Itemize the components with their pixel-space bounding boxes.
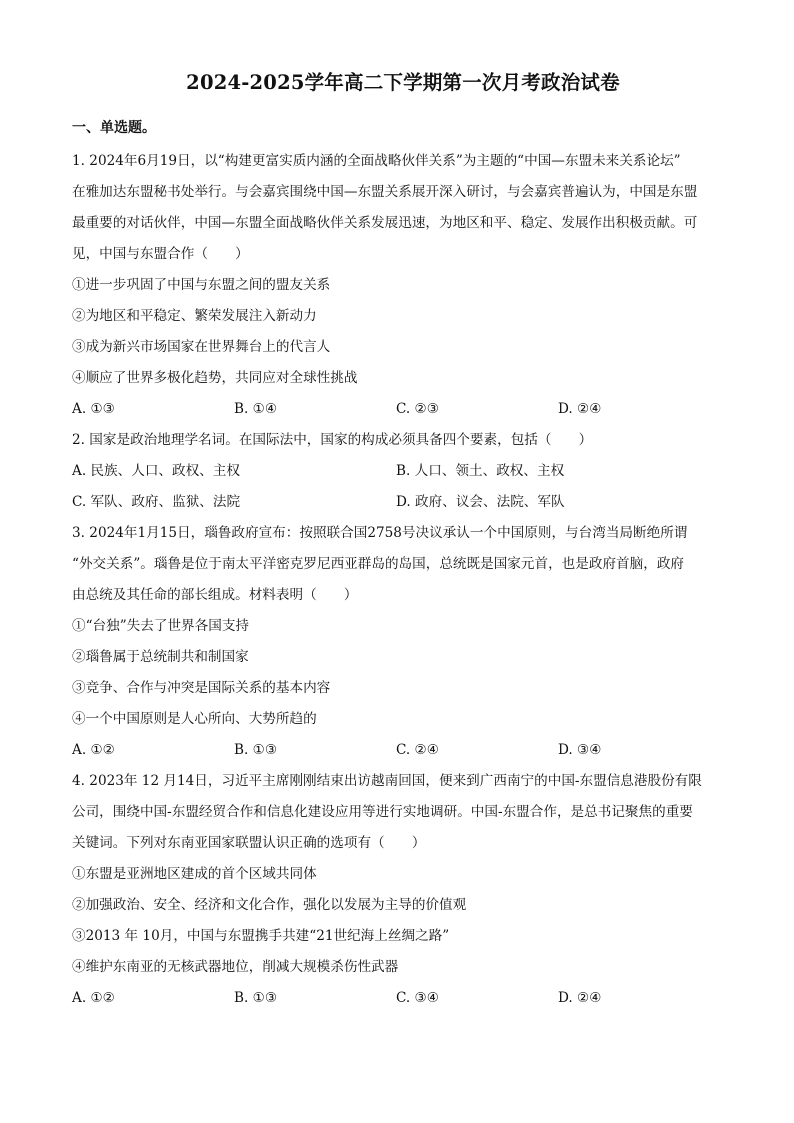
choice-b[interactable]: B. 人口、领土、政权、主权: [396, 463, 565, 479]
question-stem-line: 由总统及其任命的部长组成。材料表明（ ）: [72, 587, 358, 603]
choice-a[interactable]: A. 民族、人口、政权、主权: [72, 463, 240, 479]
answer-choices: [72, 456, 734, 518]
choice-d[interactable]: D. 政府、议会、法院、军队: [396, 494, 565, 510]
question-stem-line: 1. 2024年6月19日，以“构建更富实质内涵的全面战略伙伴关系”为主题的“中国—东盟未来关系论坛”: [72, 153, 681, 169]
choice-d[interactable]: D. ③④: [558, 742, 602, 758]
question-stem-line: 公司，围绕中国-东盟经贸合作和信息化建设应用等进行实地调研。中国-东盟合作，是总书记聚焦的重要: [72, 804, 693, 820]
statement-3: ③竞争、合作与冲突是国际关系的基本内容: [72, 680, 331, 696]
question-stem-line: 在雅加达东盟秘书处举行。与会嘉宾围绕中国—东盟关系展开深入研讨，与会嘉宾普遍认为，中国是东盟: [72, 184, 698, 200]
choice-a[interactable]: A. ①②: [72, 742, 115, 758]
statement-1: ①“台独”失去了世界各国支持: [72, 618, 250, 634]
question-2: [72, 425, 734, 518]
statement-1: ①东盟是亚洲地区建成的首个区域共同体: [72, 866, 317, 882]
answer-choices: [72, 983, 734, 1014]
question-1: [72, 146, 734, 425]
answer-choices: [72, 394, 734, 425]
choice-b[interactable]: B. ①③: [234, 742, 278, 758]
statement-2: ②加强政治、安全、经济和文化合作，强化以发展为主导的价值观: [72, 897, 467, 913]
question-stem-line: 3. 2024年1月15日，瑙鲁政府宣布：按照联合国2758号决议承认一个中国原则，与台湾当局断绝所谓: [72, 525, 688, 541]
question-3: [72, 518, 734, 766]
choice-c[interactable]: C. 军队、政府、监狱、法院: [72, 494, 241, 510]
choice-c[interactable]: C. ③④: [396, 990, 439, 1006]
statement-3: ③2013 年 10月，中国与东盟携手共建“21世纪海上丝绸之路”: [72, 928, 450, 944]
statement-2: ②为地区和平稳定、繁荣发展注入新动力: [72, 308, 317, 324]
choice-c[interactable]: C. ②③: [396, 401, 439, 417]
choice-d[interactable]: D. ②④: [558, 990, 602, 1006]
question-stem-line: “外交关系”。瑙鲁是位于南太平洋密克罗尼西亚群岛的岛国，总统既是国家元首，也是政府首脑，政府: [72, 556, 685, 572]
choice-a[interactable]: A. ①②: [72, 990, 115, 1006]
statement-2: ②瑙鲁属于总统制共和制国家: [72, 649, 249, 665]
choice-b[interactable]: B. ①④: [234, 401, 278, 417]
question-stem-line: 见，中国与东盟合作（ ）: [72, 246, 249, 262]
section-heading: 一、单选题。: [72, 120, 156, 136]
answer-choices: [72, 735, 734, 766]
choice-a[interactable]: A. ①③: [72, 401, 115, 417]
page-title: 2024-2025学年高二下学期第一次月考政治试卷: [186, 71, 620, 94]
statement-4: ④一个中国原则是人心所向、大势所趋的: [72, 711, 317, 727]
question-stem-line: 2. 国家是政治地理学名词。在国际法中，国家的构成必须具备四个要素，包括（ ）: [72, 432, 593, 448]
question-4: [72, 766, 734, 1014]
choice-b[interactable]: B. ①③: [234, 990, 278, 1006]
statement-1: ①进一步巩固了中国与东盟之间的盟友关系: [72, 277, 331, 293]
choice-c[interactable]: C. ②④: [396, 742, 439, 758]
statement-4: ④维护东南亚的无核武器地位，削减大规模杀伤性武器: [72, 959, 399, 975]
question-stem-line: 关键词。下列对东南亚国家联盟认识正确的选项有（ ）: [72, 835, 426, 851]
choice-d[interactable]: D. ②④: [558, 401, 602, 417]
question-stem-line: 4. 2023年 12 月14日，习近平主席刚刚结束出访越南回国，便来到广西南宁的中国-东盟信息港股份有限: [72, 773, 702, 789]
statement-3: ③成为新兴市场国家在世界舞台上的代言人: [72, 339, 331, 355]
statement-4: ④顺应了世界多极化趋势，共同应对全球性挑战: [72, 370, 358, 386]
question-stem-line: 最重要的对话伙伴，中国—东盟全面战略伙伴关系发展迅速，为地区和平、稳定、发展作出积极贡献。可: [72, 215, 698, 231]
